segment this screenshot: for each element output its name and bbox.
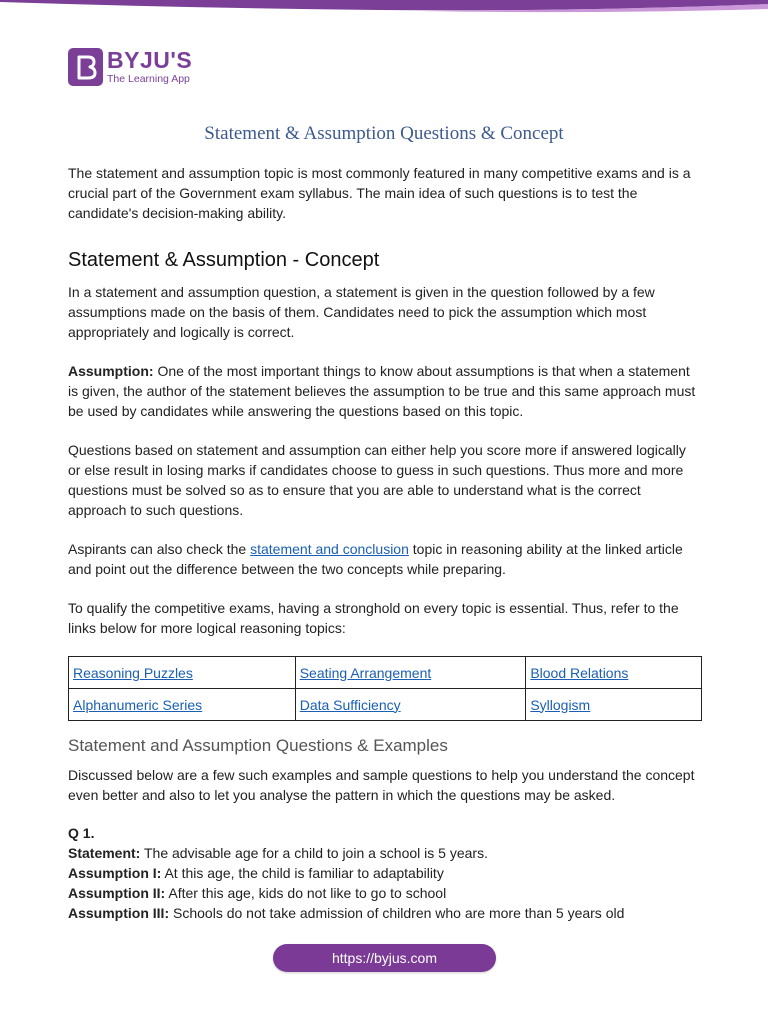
topic-link[interactable]: Seating Arrangement [299,664,432,681]
byjus-logo [68,46,192,88]
aspirants-text-before: Aspirants can also check the [68,541,251,557]
examples-heading: Statement and Assumption Questions & Examples [68,736,448,755]
question-line: Assumption II: After this age, kids do not like to go to school [68,885,447,901]
topic-link[interactable]: Blood Relations [530,664,629,681]
brand-name: BYJU'S [107,47,193,74]
page-title: Statement & Assumption Questions & Concept [204,123,564,144]
topic-link[interactable]: Alphanumeric Series [73,696,203,713]
topic-link[interactable]: Syllogism [530,696,591,713]
document-body [68,163,702,923]
examples-intro: Discussed below are a few such examples and sample questions to help you understand the concept even better and also to let you analyse the pattern in which the questions may be asked. [68,767,695,803]
assumption-label: Assumption: [68,363,154,379]
question-line: Statement: The advisable age for a child to join a school is 5 years. [68,845,488,861]
reasoning-topics-table [68,656,702,721]
assumption-paragraph [68,361,702,421]
qualify-paragraph: To qualify the competitive exams, having a stronghold on every topic is essential. Thus, refer to the links below for more logical reasoning topics: [68,600,679,636]
topic-link[interactable]: Reasoning Puzzles [73,664,193,681]
byjus-logo-icon [68,48,103,86]
assumption-text: One of the most important things to know about assumptions is that when a statement is given, the author of the statement believes the assumption to be true and this same approach must be used by candidates while answering the questions based on this topic. [68,363,696,419]
top-decorative-bar [0,0,768,26]
question-line: Assumption III: Schools do not take admission of children who are more than 5 years old [68,905,625,921]
aspirants-text-after: topic in reasoning ability at the linked article and point out the difference between the two concepts while preparing. [68,541,683,577]
concept-paragraph: In a statement and assumption question, a statement is given in the question followed by a few assumptions made on the basis of them. Candidates need to pick the assumption which most appropriately and logically is correct. [68,284,655,340]
table-row [69,657,702,689]
question-label: Q 1. [68,825,95,841]
intro-paragraph: The statement and assumption topic is most commonly featured in many competitive exams and is a crucial part of the Government exam syllabus. The main idea of such questions is to test the candidate's decision-making ability. [68,165,691,221]
question-line: Assumption I: At this age, the child is familiar to adaptability [68,865,444,881]
brand-tagline: The Learning App [107,73,190,86]
table-row [69,689,702,721]
statement-conclusion-link[interactable]: statement and conclusion [250,541,409,557]
questions-paragraph: Questions based on statement and assumption can either help you score more if answered logically or else result in losing marks if candidates choose to guess in such questions. Thus more and more questions must be solved so as to ensure that you are able to understand what is the correct approach to such questions. [68,442,686,518]
aspirants-paragraph [68,539,702,579]
footer-url-link[interactable]: https://byjus.com [273,944,496,972]
topic-link[interactable]: Data Sufficiency [299,696,401,713]
concept-heading: Statement & Assumption - Concept [68,249,380,271]
